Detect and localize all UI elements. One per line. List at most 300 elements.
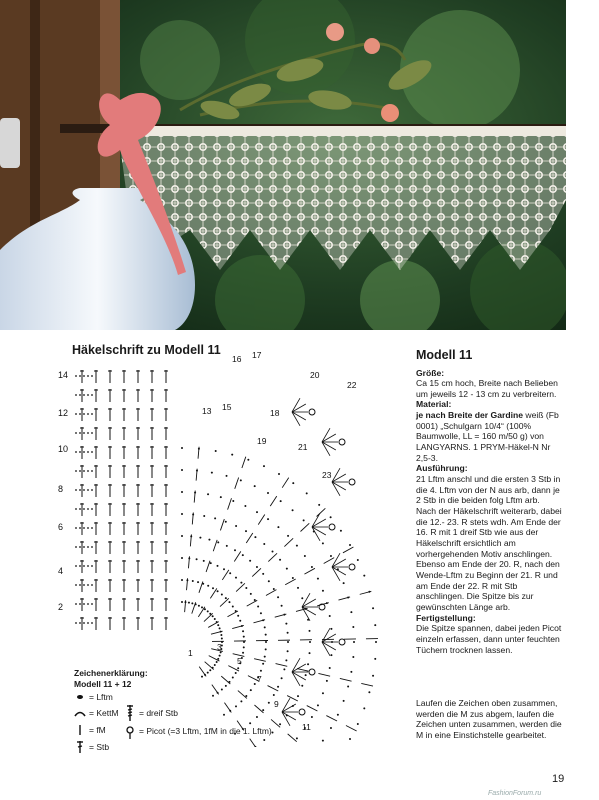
chain-dot <box>349 544 351 546</box>
row-number-label: 2 <box>58 602 64 612</box>
chain-dot <box>79 546 81 548</box>
legend-label: = Picot (=3 Lftm, 1fM in die 1. Lftm) <box>139 726 272 736</box>
chain-dot <box>83 413 85 415</box>
stitch-mark <box>208 622 218 628</box>
chain-dot <box>374 658 376 660</box>
arc-number-label: 7 <box>257 674 262 684</box>
chain-dot <box>239 620 241 622</box>
stitch-mark <box>224 703 231 713</box>
arc-number-label: 23 <box>322 470 332 480</box>
stitch-mark <box>252 568 261 576</box>
arc-number-label: 16 <box>232 354 242 364</box>
chain-dot <box>242 554 244 556</box>
chain-dot <box>306 492 308 494</box>
legend-item-stb <box>74 740 109 754</box>
chain-dot <box>264 656 266 658</box>
arc-number-label: 22 <box>347 380 357 390</box>
chain-dot <box>217 590 219 592</box>
chain-dot <box>265 641 267 643</box>
legend-item-picot <box>124 726 274 740</box>
section-ausfuehrung-label: Ausführung: <box>416 463 468 474</box>
chain-dot <box>307 663 309 665</box>
stitch-mark <box>326 716 337 721</box>
arc-number-label: 19 <box>257 436 267 446</box>
chain-dot <box>75 489 77 491</box>
chain-dot <box>79 432 81 434</box>
chain-dot <box>214 618 216 620</box>
stitch-mark <box>222 570 229 580</box>
stitch-mark <box>324 558 334 564</box>
chain-dot <box>235 577 237 579</box>
legend-item-fm <box>74 724 106 736</box>
chain-dot <box>330 516 332 518</box>
stitch-mark <box>254 705 263 713</box>
chain-dot <box>207 610 209 612</box>
arc-number-label: 21 <box>298 442 308 452</box>
chain-dot <box>215 450 217 452</box>
chain-dot <box>285 623 287 625</box>
chain-dot <box>254 485 256 487</box>
chain-dot <box>301 597 303 599</box>
chain-dot <box>326 680 328 682</box>
chain-dot <box>75 451 77 453</box>
chain-dot <box>322 740 324 742</box>
chain-dot <box>296 737 298 739</box>
chain-dot <box>303 519 305 521</box>
chain-dot <box>281 677 283 679</box>
chain-dot <box>228 601 230 603</box>
chain-dot <box>232 605 234 607</box>
chain-dot <box>75 470 77 472</box>
stitch-mark <box>297 669 309 672</box>
chain-dot <box>207 585 209 587</box>
row-number-label: 6 <box>58 522 64 532</box>
model-heading: Modell 11 <box>416 348 473 362</box>
chain-dot <box>207 493 209 495</box>
chain-dot <box>292 577 294 579</box>
chain-dot <box>254 599 256 601</box>
chain-dot <box>311 716 313 718</box>
chain-dot <box>273 588 275 590</box>
arc-number-label: 20 <box>310 370 320 380</box>
chain-dot <box>203 560 205 562</box>
picot-icon <box>124 726 136 740</box>
stitch-mark <box>234 551 241 561</box>
stitch-mark <box>284 538 293 546</box>
chain-dot <box>79 451 81 453</box>
chain-dot <box>220 634 222 636</box>
chain-dot <box>75 603 77 605</box>
stitch-mark <box>253 620 265 623</box>
stitch-mark <box>361 683 373 686</box>
legend-label: = dreif Stb <box>139 707 178 718</box>
stitch-mark <box>211 631 223 634</box>
chain-dot <box>263 543 265 545</box>
chain-dot <box>87 432 89 434</box>
chain-dot <box>268 580 270 582</box>
chain-dot <box>262 573 264 575</box>
chain-dot <box>243 636 245 638</box>
stitch-mark <box>300 523 309 531</box>
chain-dot <box>322 692 324 694</box>
chain-dot <box>249 722 251 724</box>
legend-label: = KettM <box>89 708 119 718</box>
chain-dot <box>214 517 216 519</box>
chain-dot <box>350 611 352 613</box>
chain-dot <box>268 702 270 704</box>
stb-icon <box>74 740 86 754</box>
chain-dot <box>350 671 352 673</box>
chain-dot <box>181 579 183 581</box>
stitch-mark <box>254 659 266 662</box>
chain-dot <box>79 565 81 567</box>
chain-dot <box>83 470 85 472</box>
chain-dot <box>231 454 233 456</box>
arc-number-label: 15 <box>222 402 232 412</box>
chain-dot <box>352 626 354 628</box>
chain-dot <box>301 685 303 687</box>
chain-dot <box>79 527 81 529</box>
section-ausfuehrung-text: 21 Lftm anschl und die ersten 3 Stb in die 4. Lftm von der N aus arb, dann je 2 Stb in die beiden folg Lftm arb. Nach der Häkelschrift weiterarb, dabei die 12.- 23. R stets wdh. Am Ende der 16. R mit 1 dreif Stb wie aus der Häkelschrift ersichtlich am vorhergehenden Motiv anschlingen. Ebenso am Ende der 20. R, nach den Wende-Lftm zu Beginn der 21. R und am Ende der 22. R mit Stb anschlingen. Die Spitze bis zur gewünschten Länge arb. <box>416 474 562 612</box>
chain-dot <box>263 465 265 467</box>
arc-number-label: 11 <box>302 722 311 732</box>
chain-dot <box>317 704 319 706</box>
stitch-mark <box>340 678 352 681</box>
chain-dot <box>91 622 93 624</box>
chain-dot <box>256 566 258 568</box>
chain-dot <box>375 641 377 643</box>
chain-dot <box>91 508 93 510</box>
chain-dot <box>199 537 201 539</box>
stitch-mark <box>285 579 295 585</box>
chain-dot <box>330 628 332 630</box>
chain-dot <box>181 513 183 515</box>
chain-dot <box>75 432 77 434</box>
chain-dot <box>283 668 285 670</box>
stitch-mark <box>258 515 265 525</box>
chain-dot <box>83 375 85 377</box>
legend-label: = Lftm <box>89 692 113 702</box>
chain-dot <box>242 630 244 632</box>
chain-dot <box>226 475 228 477</box>
chain-dot <box>287 535 289 537</box>
chain-dot <box>208 539 210 541</box>
chain-dot <box>250 689 252 691</box>
chain-dot <box>210 562 212 564</box>
chain-dot <box>91 413 93 415</box>
chain-dot <box>217 658 219 660</box>
chain-dot <box>79 413 81 415</box>
chain-dot <box>83 451 85 453</box>
stitch-mark <box>266 590 276 596</box>
section-fertig-label: Fertigstellung: <box>416 612 476 623</box>
chain-dot <box>79 584 81 586</box>
watermark: FashionForum.ru <box>488 790 542 797</box>
chain-dot <box>305 674 307 676</box>
chain-dot <box>297 695 299 697</box>
legend-label: = fM <box>89 724 106 735</box>
chain-dot <box>250 593 252 595</box>
chain-dot <box>181 491 183 493</box>
chain-dot <box>91 527 93 529</box>
chain-dot <box>223 568 225 570</box>
chain-dot <box>83 508 85 510</box>
chain-dot <box>309 630 311 632</box>
chain-dot <box>330 727 332 729</box>
chain-dot <box>181 535 183 537</box>
chain-dot <box>357 723 359 725</box>
material-bold: je nach Breite der Gardine <box>416 410 523 421</box>
picot-mark <box>309 669 315 675</box>
chain-dot <box>75 413 77 415</box>
legend-title: Zeichenerklärung: <box>74 668 148 678</box>
arc-number-label: 9 <box>274 699 279 709</box>
chain-dot <box>329 667 331 669</box>
stitch-mark <box>232 625 244 628</box>
stitch-mark <box>235 477 239 488</box>
picot-mark <box>349 479 355 485</box>
picot-mark <box>339 639 345 645</box>
section-fertig-text: Die Spitze spannen, dabei jeden Picot einzeln erfassen, dann unter feuchten Tüchern trocknen lassen. <box>416 623 562 655</box>
chain-dot <box>212 615 214 617</box>
chain-dot <box>267 518 269 520</box>
chain-dot <box>235 525 237 527</box>
chain-dot <box>83 584 85 586</box>
chain-dot <box>374 624 376 626</box>
chain-dot <box>277 686 279 688</box>
stitch-mark <box>304 568 314 574</box>
chain-dot <box>197 581 199 583</box>
material-rest: weiß (Fb 0001) „Schulgarn 10/4“ (100% Baumwolle, LL = 160 m/50 g) von LANGYARNS. 1 PRYM-Häkel-N Nr 2,5-3. <box>416 410 559 463</box>
chain-dot <box>79 622 81 624</box>
chain-dot <box>285 659 287 661</box>
stitch-mark <box>227 611 237 617</box>
stitch-mark <box>288 734 297 742</box>
row-number-label: 12 <box>58 408 69 418</box>
instructions <box>416 348 562 655</box>
chain-dot <box>201 606 203 608</box>
chain-dot <box>75 584 77 586</box>
chain-dot <box>75 394 77 396</box>
chain-dot <box>257 606 259 608</box>
chain-dot <box>217 624 219 626</box>
chain-dot <box>244 505 246 507</box>
chain-dot <box>181 601 183 603</box>
chain-dot <box>91 584 93 586</box>
chain-dot <box>87 603 89 605</box>
chain-dot <box>79 489 81 491</box>
arc-number-label: 1 <box>188 648 193 658</box>
chain-dot <box>279 559 281 561</box>
chain-dot <box>277 526 279 528</box>
chain-dot <box>223 714 225 716</box>
section-groesse-text: Ca 15 cm hoch, Breite nach Belieben um jeweils 12 - 13 cm zu verbreitern. <box>416 378 558 399</box>
stitch-mark <box>343 547 353 553</box>
chain-dot <box>87 470 89 472</box>
chain-dot <box>181 557 183 559</box>
chain-dot <box>329 615 331 617</box>
chain-dot <box>318 504 320 506</box>
arc-number-label: 18 <box>270 408 280 418</box>
chain-dot <box>272 550 274 552</box>
stitch-mark <box>220 519 224 530</box>
legend-subtitle: Modell 11 + 12 <box>74 678 132 689</box>
chain-dot <box>87 489 89 491</box>
chain-dot <box>273 694 275 696</box>
chain-dot <box>87 546 89 548</box>
chain-dot <box>322 542 324 544</box>
chain-dot <box>212 587 214 589</box>
chain-dot <box>181 447 183 449</box>
chain-dot <box>234 549 236 551</box>
chain-dot <box>363 707 365 709</box>
section-groesse-label: Größe: <box>416 367 445 378</box>
chain-dot <box>245 530 247 532</box>
chain-dot <box>83 603 85 605</box>
section-material-label: Material: <box>416 399 452 410</box>
chain-dot <box>368 691 370 693</box>
chain-dot <box>83 489 85 491</box>
picot-mark <box>339 439 345 445</box>
chain-dot <box>349 738 351 740</box>
chain-dot <box>219 627 221 629</box>
legend <box>74 668 274 752</box>
stitch-mark <box>213 540 217 551</box>
stitch-mark <box>360 591 372 594</box>
chain-dot <box>75 565 77 567</box>
picot-mark <box>309 409 315 415</box>
chain-dot <box>79 470 81 472</box>
legend-item-lftm <box>74 692 113 703</box>
chain-dot <box>91 394 93 396</box>
chain-dot <box>357 559 359 561</box>
chain-dot <box>216 661 218 663</box>
chain-dot <box>216 565 218 567</box>
page-number: 19 <box>552 773 565 785</box>
row-number-label: 4 <box>58 566 64 576</box>
symbol-note: Laufen die Zeichen oben zusammen, werden die M zus abgem, laufen die Zeichen unten zusammen, werden die M in eine Einstichstelle gearbeitet. <box>416 698 562 740</box>
chain-dot <box>340 530 342 532</box>
stitch-mark <box>338 597 350 600</box>
chain-dot <box>91 603 93 605</box>
chain-dot <box>287 650 289 652</box>
stitch-mark <box>275 614 287 617</box>
stitch-mark <box>247 600 257 606</box>
legend-label: = Stb <box>89 741 110 752</box>
picot-mark <box>299 709 305 715</box>
chain-dot <box>221 594 223 596</box>
chain-dot <box>353 641 355 643</box>
chain-dot <box>330 555 332 557</box>
chain-dot <box>264 626 266 628</box>
picot-mark <box>349 564 355 570</box>
chain-dot <box>214 664 216 666</box>
arc-number-label: 13 <box>202 406 212 416</box>
picot-mark <box>329 524 335 530</box>
chain-dot <box>372 675 374 677</box>
chain-dot <box>79 603 81 605</box>
row-number-label: 14 <box>58 370 69 380</box>
chain-dot <box>198 605 200 607</box>
chain-dot <box>240 479 242 481</box>
chain-dot <box>75 622 77 624</box>
curtain-photo <box>0 0 566 330</box>
stitch-mark <box>318 673 330 676</box>
chain-dot <box>281 605 283 607</box>
chain-dot <box>277 596 279 598</box>
chain-dot <box>279 723 281 725</box>
legend-item-dreif-stb <box>124 704 178 722</box>
chain-dot <box>292 482 294 484</box>
chain-dot <box>267 492 269 494</box>
chain-dot <box>286 568 288 570</box>
chain-dot <box>91 489 93 491</box>
chain-dot <box>304 555 306 557</box>
chain-dot <box>287 641 289 643</box>
chain-dot <box>79 375 81 377</box>
chain-dot <box>87 394 89 396</box>
chain-dot <box>91 375 93 377</box>
stitch-mark <box>210 588 217 598</box>
chain-dot <box>220 496 222 498</box>
chain-dot <box>211 472 213 474</box>
stitch-mark <box>204 613 213 621</box>
stitch-mark <box>346 726 357 731</box>
stitch-mark <box>268 553 277 561</box>
stitch-mark <box>206 561 210 572</box>
chain-dot <box>225 597 227 599</box>
chain-dot <box>280 500 282 502</box>
dot-icon <box>74 692 86 702</box>
stitch-mark <box>242 457 246 468</box>
chain-dot <box>91 470 93 472</box>
chain-dot <box>265 648 267 650</box>
chain-dot <box>245 695 247 697</box>
chain-dot <box>75 375 77 377</box>
chain-dot <box>243 646 245 648</box>
chain-dot <box>372 607 374 609</box>
chain-dot <box>260 612 262 614</box>
chain-dot <box>75 546 77 548</box>
chain-dot <box>352 656 354 658</box>
chain-dot <box>91 451 93 453</box>
chain-dot <box>256 511 258 513</box>
chain-dot <box>237 615 239 617</box>
chain-dot <box>235 705 237 707</box>
stitch-mark <box>307 706 318 711</box>
chain-dot <box>278 473 280 475</box>
stitch-mark <box>282 478 289 488</box>
chain-dot <box>203 515 205 517</box>
diagram-title: Häkelschrift zu Modell 11 <box>72 343 221 357</box>
chain-dot <box>191 602 193 604</box>
chain-dot <box>87 508 89 510</box>
chain-dot <box>192 580 194 582</box>
chain-dot <box>256 716 258 718</box>
row-number-label: 10 <box>58 444 69 454</box>
stitch-mark <box>317 508 326 516</box>
legend-item-kettm <box>74 708 119 719</box>
chain-dot <box>265 634 267 636</box>
chain-dot <box>196 558 198 560</box>
chain-dot <box>217 541 219 543</box>
chain-dot <box>317 578 319 580</box>
stitch-mark <box>276 664 288 667</box>
chain-dot <box>296 545 298 547</box>
chain-dot <box>240 582 242 584</box>
chain-dot <box>75 508 77 510</box>
chain-dot <box>83 546 85 548</box>
